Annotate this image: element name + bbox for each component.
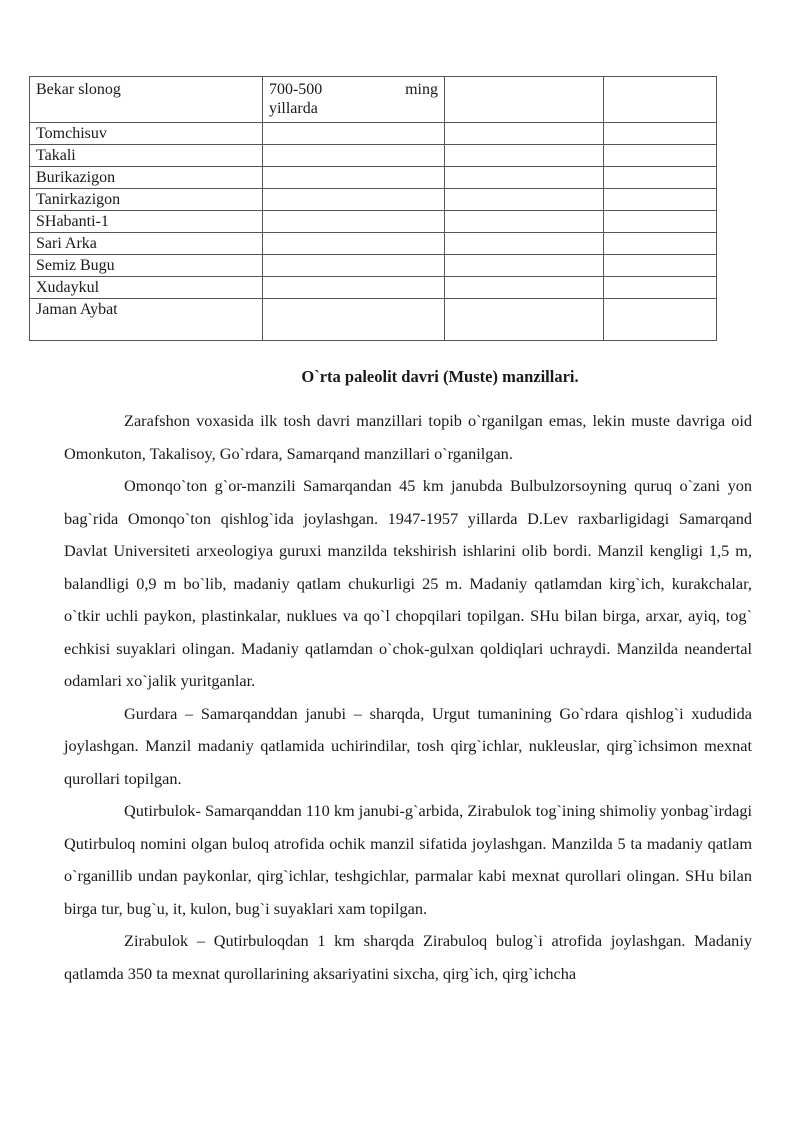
empty-cell [262, 123, 444, 145]
site-name-cell: Tomchisuv [30, 123, 263, 145]
table-row [30, 77, 717, 123]
empty-cell [604, 77, 717, 123]
site-name-cell: Xudaykul [30, 277, 263, 299]
section-heading: O`rta paleolit davri (Muste) manzillari. [301, 367, 579, 386]
empty-cell [262, 233, 444, 255]
table-row [30, 211, 717, 233]
empty-cell [445, 167, 604, 189]
empty-cell [262, 299, 444, 341]
paragraph: Qutirbulok- Samarqanddan 110 km janubi-g`arbida, Zirabulok tog`ining shimoliy yonbag`irdagi Qutirbuloq nomini olgan buloq atrofida ochik manzil sifatida joylashgan. Manzilda 5 ta madaniy qatlam o`rganillib undan paykonlar, qirg`ichlar, teshgichlar, parmalar kabi mexnat qurollari olingan. SHu bilan birga tur, bug`u, it, kulon, bug`i suyaklari xam topilgan. [64, 801, 752, 918]
empty-cell [445, 277, 604, 299]
empty-cell [262, 211, 444, 233]
table-row [30, 167, 717, 189]
empty-cell [445, 233, 604, 255]
site-name-cell: SHabanti-1 [30, 211, 263, 233]
table-row [30, 299, 717, 341]
empty-cell [445, 77, 604, 123]
empty-cell [445, 299, 604, 341]
table-row [30, 255, 717, 277]
site-name-cell: Bekar slonog [30, 77, 263, 123]
site-name-cell: Takali [30, 145, 263, 167]
empty-cell [604, 167, 717, 189]
empty-cell [604, 277, 717, 299]
empty-cell [604, 145, 717, 167]
empty-cell [445, 189, 604, 211]
site-name-cell: Semiz Bugu [30, 255, 263, 277]
empty-cell [262, 189, 444, 211]
paragraph: Zirabulok – Qutirbuloqdan 1 km sharqda Zirabuloq bulog`i atrofida joylashgan. Madaniy qatlamda 350 ta mexnat qurollarining aksariyatini sixcha, qirg`ich, qirg`ichcha [64, 931, 752, 983]
empty-cell [262, 167, 444, 189]
paragraph: Gurdara – Samarqanddan janubi – sharqda, Urgut tumanining Go`rdara qishlog`i xududida joylashgan. Manzil madaniy qatlamida uchirindilar, tosh qirg`ichlar, nukleuslar, qirg`ichsimon mexnat qurollari topilgan. [64, 703, 752, 788]
site-name-cell: Tanirkazigon [30, 189, 263, 211]
table-row [30, 123, 717, 145]
table-row [30, 145, 717, 167]
paragraph: Omonqo`ton g`or-manzili Samarqandan 45 km janubda Bulbulzorsoyning quruq o`zani yon bag`rida Omonqo`ton qishlog`ida joylashgan. 1947-1957 yillarda D.Lev raxbarligidagi Samarqand Davlat Universiteti arxeologiya guruxi manzilda tekshirish ishlarini olib bordi. Manzil kengligi 1,5 m, balandligi 0,9 m bo`lib, madaniy qatlam chukurligi 25 m. Madaniy qatlamdan kirg`ich, kurakchalar, o`tkir uchli paykon, plastinkalar, nuklues va qo`l chopqilari topilgan. SHu bilan birga, arxar, ayiq, tog` echkisi suyaklari olingan. Madaniy qatlamdan o`chok-gulxan qoldiqlari uchraydi. Manzilda neandertal odamlari xo`jalik yuritganlar. [64, 476, 752, 690]
empty-cell [604, 255, 717, 277]
empty-cell [604, 189, 717, 211]
site-name-cell: Sari Arka [30, 233, 263, 255]
empty-cell [445, 145, 604, 167]
empty-cell [604, 123, 717, 145]
empty-cell [604, 233, 717, 255]
empty-cell [604, 299, 717, 341]
table-row [30, 277, 717, 299]
site-name-cell: Burikazigon [30, 167, 263, 189]
empty-cell [445, 255, 604, 277]
sites-table [29, 76, 717, 341]
empty-cell [445, 123, 604, 145]
table-row [30, 233, 717, 255]
site-name-cell: Jaman Aybat [30, 299, 263, 341]
empty-cell [262, 145, 444, 167]
body-text [64, 405, 752, 990]
empty-cell [262, 255, 444, 277]
empty-cell [445, 211, 604, 233]
empty-cell [604, 211, 717, 233]
period-cell: 700-500 ming yillarda [262, 77, 444, 123]
paragraph: Zarafshon voxasida ilk tosh davri manzillari topib o`rganilgan emas, lekin muste davriga oid Omonkuton, Takalisoy, Go`rdara, Samarqand manzillari o`rganilgan. [64, 411, 752, 463]
table-row [30, 189, 717, 211]
empty-cell [262, 277, 444, 299]
